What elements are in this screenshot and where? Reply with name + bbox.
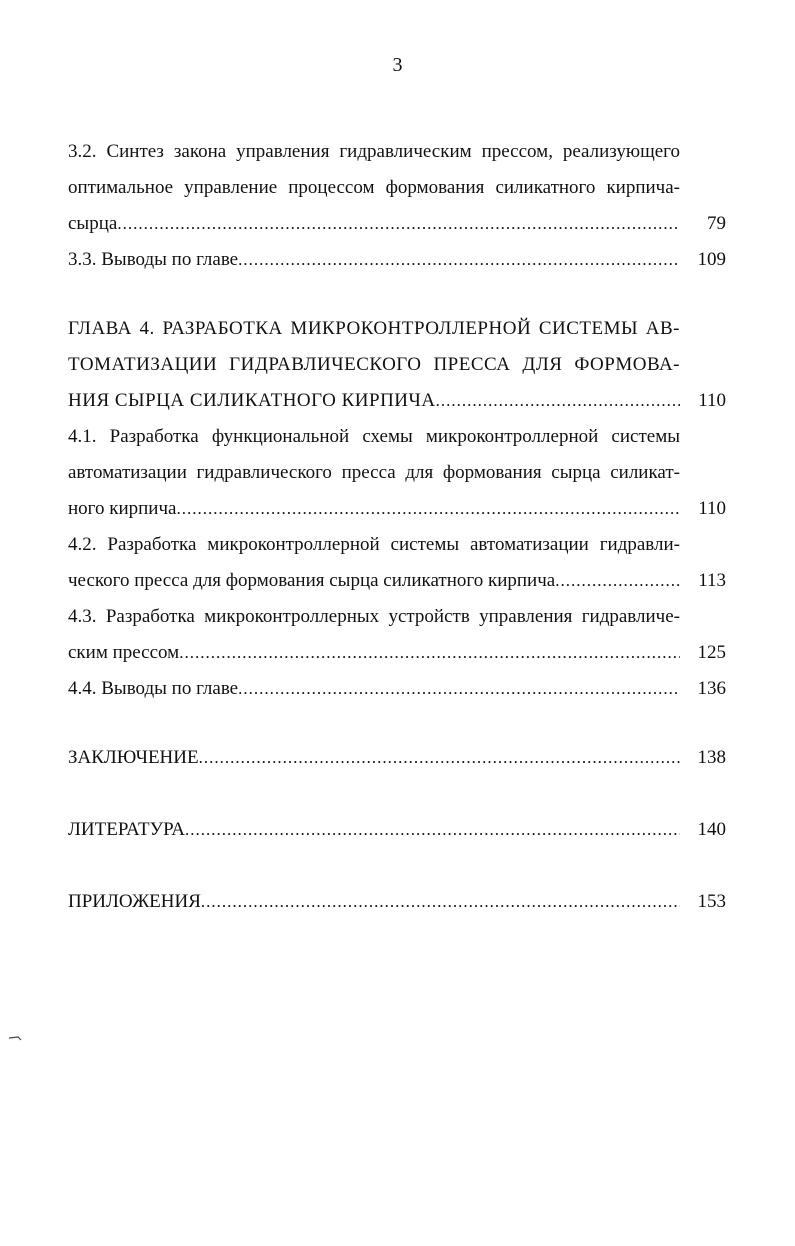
toc-conclusion-block — [68, 740, 728, 776]
toc-entry-4-2-line1: 4.2. Разработка микроконтроллерной системы автоматизации гидравли- — [68, 534, 680, 555]
toc-entry-3-3-title: 3.3. Выводы по главе — [68, 249, 239, 270]
toc-chapter-4-line2: ТОМАТИЗАЦИИ ГИДРАВЛИЧЕСКОГО ПРЕССА ДЛЯ ФОРМОВА- — [68, 354, 680, 375]
toc-entry-4-4 — [68, 671, 728, 707]
leader-dots — [555, 563, 680, 599]
toc-page-appendices: 153 — [697, 891, 726, 912]
toc-entry-4-1-line2: автоматизации гидравлического пресса для формования сырца силикат- — [68, 462, 680, 483]
leader-dots — [179, 635, 680, 671]
toc-chapter-4 — [68, 311, 728, 347]
leader-dots — [199, 740, 680, 776]
toc-literature-block — [68, 812, 728, 848]
toc-entry-3-3 — [68, 242, 728, 278]
toc-entry-3-2 — [68, 134, 728, 170]
leader-dots — [238, 242, 680, 278]
toc-entry-4-2-line2: ческого пресса для формования сырца силикатного кирпича — [68, 570, 556, 591]
toc-entry-4-3-line2: ским прессом — [68, 642, 180, 663]
toc-page-3-2: 79 — [707, 213, 726, 234]
page-number: 3 — [392, 54, 403, 76]
toc-entry-4-3-line1: 4.3. Разработка микроконтроллерных устройств управления гидравличе- — [68, 606, 680, 627]
toc-entry-conclusion — [68, 740, 728, 776]
toc-page-conclusion: 138 — [697, 747, 726, 768]
scan-speck-icon — [8, 1035, 22, 1041]
toc-page-literature: 140 — [697, 819, 726, 840]
toc-entry-3-2-line3: сырца — [68, 213, 118, 234]
leader-dots — [238, 671, 680, 707]
chapter-4-block — [68, 311, 728, 707]
toc-entry-4-1-line3: ного кирпича — [68, 498, 177, 519]
leader-dots — [185, 812, 680, 848]
toc-appendices-title: ПРИЛОЖЕНИЯ — [68, 891, 201, 912]
scan-artifact — [8, 1030, 20, 1034]
toc-entry-4-1-line1: 4.1. Разработка функциональной схемы микроконтроллерной системы — [68, 426, 680, 447]
toc-entry-appendices — [68, 884, 728, 920]
toc-entry-literature — [68, 812, 728, 848]
toc-entry-4-1 — [68, 419, 728, 455]
leader-dots — [176, 491, 680, 527]
leader-dots — [117, 206, 680, 242]
toc-entry-4-3 — [68, 599, 728, 635]
toc-appendices-block — [68, 884, 728, 920]
leader-dots — [201, 884, 680, 920]
toc-chapter-4-line3: НИЯ СЫРЦА СИЛИКАТНОГО КИРПИЧА — [68, 390, 436, 411]
toc-literature-title: ЛИТЕРАТУРА — [68, 819, 185, 840]
toc-page-4-2: 113 — [698, 570, 726, 591]
toc-chapter-4-line1: ГЛАВА 4. РАЗРАБОТКА МИКРОКОНТРОЛЛЕРНОЙ СИСТЕМЫ АВ- — [68, 318, 680, 339]
toc-entry-3-2-line1: 3.2. Синтез закона управления гидравлическим прессом, реализующего — [68, 141, 680, 162]
toc-conclusion-title: ЗАКЛЮЧЕНИЕ — [68, 747, 199, 768]
toc-page-3-3: 109 — [697, 249, 726, 270]
toc-entry-3-2-line2: оптимальное управление процессом формования силикатного кирпича- — [68, 177, 680, 198]
toc-page-chapter-4: 110 — [698, 390, 726, 411]
table-of-contents — [68, 134, 728, 278]
toc-page-4-1: 110 — [698, 498, 726, 519]
toc-entry-4-4-title: 4.4. Выводы по главе — [68, 678, 239, 699]
toc-page-4-4: 136 — [697, 678, 726, 699]
toc-page-4-3: 125 — [697, 642, 726, 663]
leader-dots — [436, 383, 680, 419]
toc-entry-4-2 — [68, 527, 728, 563]
